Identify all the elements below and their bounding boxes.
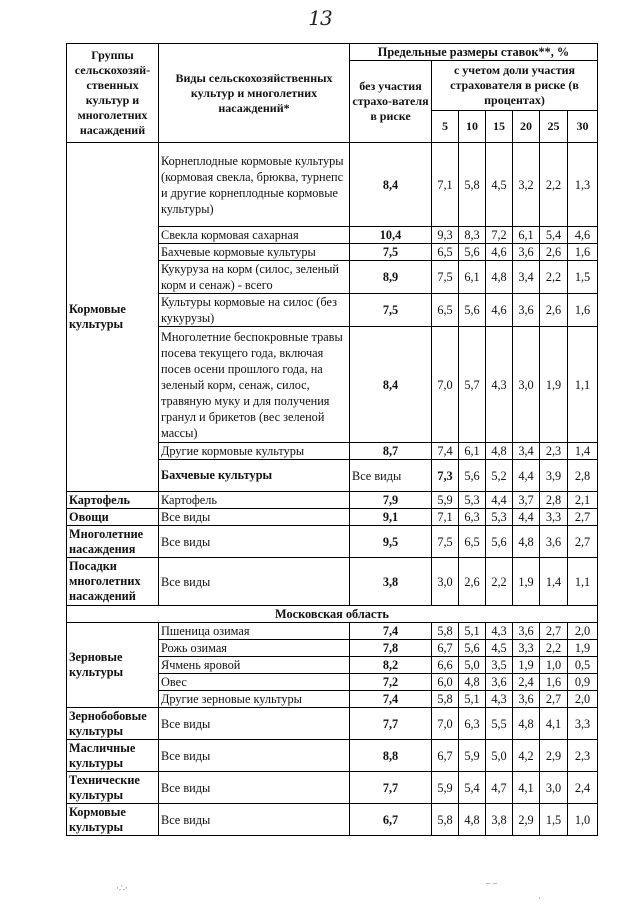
share-rate-cell: 2,6 xyxy=(540,294,568,327)
share-rate-cell: 5,9 xyxy=(432,772,459,804)
share-rate-cell: 3,3 xyxy=(568,708,598,740)
base-rate-cell: 7,5 xyxy=(350,294,432,327)
crop-cell: Свекла кормовая сахарная xyxy=(159,227,350,244)
share-rate-cell: 5,1 xyxy=(459,691,486,708)
share-rate-cell: 2,4 xyxy=(568,772,598,804)
table-row xyxy=(67,526,598,558)
base-rate-cell: 7,8 xyxy=(350,640,432,657)
share-rate-cell: 3,3 xyxy=(513,640,540,657)
header-pct-15: 15 xyxy=(486,111,513,143)
share-rate-cell: 2,7 xyxy=(540,623,568,640)
share-rate-cell: 5,6 xyxy=(459,640,486,657)
share-rate-cell: 4,8 xyxy=(459,674,486,691)
share-rate-cell: 0,9 xyxy=(568,674,598,691)
share-rate-cell: 5,4 xyxy=(540,227,568,244)
share-rate-cell: 2,9 xyxy=(540,740,568,772)
share-rate-cell: 7,1 xyxy=(432,509,459,526)
share-rate-cell: 6,5 xyxy=(432,244,459,261)
share-rate-cell: 2,8 xyxy=(568,460,598,492)
share-rate-cell: 4,7 xyxy=(486,772,513,804)
insurance-rates-table xyxy=(66,43,598,836)
share-rate-cell: 1,3 xyxy=(568,143,598,227)
crop-cell: Пшеница озимая xyxy=(159,623,350,640)
share-rate-cell: 4,6 xyxy=(568,227,598,244)
share-rate-cell: 1,4 xyxy=(540,558,568,606)
share-rate-cell: 1,9 xyxy=(568,640,598,657)
share-rate-cell: 1,5 xyxy=(568,261,598,294)
share-rate-cell: 6,1 xyxy=(459,261,486,294)
base-rate-cell: 8,2 xyxy=(350,657,432,674)
crop-cell: Все виды xyxy=(350,460,432,492)
crop-cell: Корнеплодные кормовые культуры (кормовая свекла, брюква, турнепс и другие корнеплодные кормовые культуры) xyxy=(159,143,350,227)
share-rate-cell: 1,6 xyxy=(568,294,598,327)
crop-cell: Все виды xyxy=(159,740,350,772)
base-rate-cell: 7,7 xyxy=(350,772,432,804)
share-rate-cell: 5,4 xyxy=(459,772,486,804)
header-pct-25: 25 xyxy=(540,111,568,143)
share-rate-cell: 5,8 xyxy=(432,623,459,640)
share-rate-cell: 4,8 xyxy=(459,804,486,836)
scan-mark-corner: · xyxy=(538,893,541,903)
region-row xyxy=(67,606,598,623)
table-row xyxy=(67,143,598,227)
share-rate-cell: 5,5 xyxy=(486,708,513,740)
share-rate-cell: 4,4 xyxy=(513,460,540,492)
share-rate-cell: 5,8 xyxy=(432,804,459,836)
share-rate-cell: 6,5 xyxy=(459,526,486,558)
group-cell: Овощи xyxy=(67,509,159,526)
table-row xyxy=(67,492,598,509)
share-rate-cell: 1,1 xyxy=(568,558,598,606)
crop-cell: Овес xyxy=(159,674,350,691)
share-rate-cell: 2,4 xyxy=(513,674,540,691)
share-rate-cell: 2,6 xyxy=(540,244,568,261)
share-rate-cell: 4,5 xyxy=(486,143,513,227)
share-rate-cell: 1,5 xyxy=(540,804,568,836)
table-row xyxy=(67,772,598,804)
crop-cell: Культуры кормовые на силос (без кукурузы) xyxy=(159,294,350,327)
share-rate-cell: 4,2 xyxy=(513,740,540,772)
group-cell: Посадки многолетних насаждений xyxy=(67,558,159,606)
share-rate-cell: 5,6 xyxy=(459,294,486,327)
share-rate-cell: 2,1 xyxy=(568,492,598,509)
share-rate-cell: 1,6 xyxy=(568,244,598,261)
share-rate-cell: 4,8 xyxy=(486,261,513,294)
share-rate-cell: 3,4 xyxy=(513,261,540,294)
share-rate-cell: 1,0 xyxy=(568,804,598,836)
share-rate-cell: 5,6 xyxy=(459,244,486,261)
crop-cell: Все виды xyxy=(159,509,350,526)
share-rate-cell: 2,7 xyxy=(568,526,598,558)
group-cell: Технические культуры xyxy=(67,772,159,804)
share-rate-cell: 4,6 xyxy=(486,244,513,261)
crop-cell: Другие зерновые культуры xyxy=(159,691,350,708)
share-rate-cell: 5,3 xyxy=(486,509,513,526)
share-rate-cell: 8,3 xyxy=(459,227,486,244)
base-rate-cell: 7,3 xyxy=(432,460,459,492)
share-rate-cell: 7,0 xyxy=(432,708,459,740)
header-limits: Предельные размеры ставок**, % xyxy=(350,44,598,61)
crop-cell: Другие кормовые культуры xyxy=(159,443,350,460)
share-rate-cell: 3,0 xyxy=(432,558,459,606)
share-rate-cell: 1,9 xyxy=(513,657,540,674)
share-rate-cell: 2,8 xyxy=(540,492,568,509)
share-rate-cell: 1,4 xyxy=(568,443,598,460)
share-rate-cell: 2,3 xyxy=(568,740,598,772)
share-rate-cell: 3,6 xyxy=(486,674,513,691)
table-row xyxy=(67,558,598,606)
share-rate-cell: 3,6 xyxy=(513,691,540,708)
header-pct-20: 20 xyxy=(513,111,540,143)
share-rate-cell: 5,0 xyxy=(486,740,513,772)
header-without-share: без участия страхо-вателя в риске xyxy=(350,61,432,143)
share-rate-cell: 4,3 xyxy=(486,623,513,640)
share-rate-cell: 2,6 xyxy=(459,558,486,606)
group-cell: Бахчевые культуры xyxy=(159,460,350,492)
crop-cell: Картофель xyxy=(159,492,350,509)
share-rate-cell: 2,0 xyxy=(568,691,598,708)
share-rate-cell: 2,3 xyxy=(540,443,568,460)
share-rate-cell: 7,1 xyxy=(432,143,459,227)
share-rate-cell: 5,3 xyxy=(459,492,486,509)
share-rate-cell: 7,0 xyxy=(432,327,459,443)
share-rate-cell: 3,4 xyxy=(513,443,540,460)
base-rate-cell: 7,4 xyxy=(350,691,432,708)
group-cell: Кормовые культуры xyxy=(67,804,159,836)
share-rate-cell: 6,3 xyxy=(459,708,486,740)
share-rate-cell: 6,6 xyxy=(432,657,459,674)
share-rate-cell: 3,3 xyxy=(540,509,568,526)
group-cell: Масличные культуры xyxy=(67,740,159,772)
base-rate-cell: 8,7 xyxy=(350,443,432,460)
share-rate-cell: 4,4 xyxy=(513,509,540,526)
share-rate-cell: 3,6 xyxy=(540,526,568,558)
base-rate-cell: 8,4 xyxy=(350,143,432,227)
share-rate-cell: 4,8 xyxy=(513,526,540,558)
table-header xyxy=(67,44,598,143)
group-cell: Многолетние насаждения xyxy=(67,526,159,558)
share-rate-cell: 2,2 xyxy=(486,558,513,606)
share-rate-cell: 4,4 xyxy=(486,492,513,509)
share-rate-cell: 3,6 xyxy=(513,244,540,261)
share-rate-cell: 1,9 xyxy=(540,327,568,443)
crop-cell: Все виды xyxy=(159,526,350,558)
base-rate-cell: 8,4 xyxy=(350,327,432,443)
crop-cell: Все виды xyxy=(159,558,350,606)
header-pct-30: 30 xyxy=(568,111,598,143)
share-rate-cell: 0,5 xyxy=(568,657,598,674)
base-rate-cell: 10,4 xyxy=(350,227,432,244)
crop-cell: Все виды xyxy=(159,804,350,836)
share-rate-cell: 2,2 xyxy=(540,143,568,227)
crop-cell: Ячмень яровой xyxy=(159,657,350,674)
table-row xyxy=(67,804,598,836)
share-rate-cell: 2,2 xyxy=(540,261,568,294)
crop-cell: Все виды xyxy=(159,772,350,804)
share-rate-cell: 9,3 xyxy=(432,227,459,244)
crop-cell: Рожь озимая xyxy=(159,640,350,657)
share-rate-cell: 2,2 xyxy=(540,640,568,657)
crop-cell: Все виды xyxy=(159,708,350,740)
base-rate-cell: 7,4 xyxy=(350,623,432,640)
share-rate-cell: 1,6 xyxy=(540,674,568,691)
header-pct-10: 10 xyxy=(459,111,486,143)
share-rate-cell: 1,0 xyxy=(540,657,568,674)
share-rate-cell: 3,8 xyxy=(486,804,513,836)
header-groups: Группы сельскохозяй-ственных культур и многолетних насаждений xyxy=(67,44,159,143)
table-body-section-a xyxy=(67,143,598,606)
share-rate-cell: 5,1 xyxy=(459,623,486,640)
share-rate-cell: 6,7 xyxy=(432,640,459,657)
share-rate-cell: 5,6 xyxy=(459,460,486,492)
share-rate-cell: 5,9 xyxy=(459,740,486,772)
header-kinds: Виды сельскохозяйственных культур и многолетних насаждений* xyxy=(159,44,350,143)
share-rate-cell: 6,1 xyxy=(459,443,486,460)
group-cell: Зернобобовые культуры xyxy=(67,708,159,740)
table-body-region xyxy=(67,606,598,623)
base-rate-cell: 7,5 xyxy=(350,244,432,261)
share-rate-cell: 3,6 xyxy=(513,294,540,327)
share-rate-cell: 3,7 xyxy=(513,492,540,509)
share-rate-cell: 6,3 xyxy=(459,509,486,526)
base-rate-cell: 7,2 xyxy=(350,674,432,691)
share-rate-cell: 4,5 xyxy=(486,640,513,657)
share-rate-cell: 5,6 xyxy=(486,526,513,558)
share-rate-cell: 7,4 xyxy=(432,443,459,460)
share-rate-cell: 2,7 xyxy=(540,691,568,708)
share-rate-cell: 1,1 xyxy=(568,327,598,443)
share-rate-cell: 5,0 xyxy=(459,657,486,674)
share-rate-cell: 4,8 xyxy=(486,443,513,460)
share-rate-cell: 5,8 xyxy=(432,691,459,708)
scan-mark-right: ‒ ‒ xyxy=(486,878,498,888)
table-row xyxy=(67,623,598,640)
share-rate-cell: 7,2 xyxy=(486,227,513,244)
share-rate-cell: 2,7 xyxy=(568,509,598,526)
base-rate-cell: 9,1 xyxy=(350,509,432,526)
base-rate-cell: 7,9 xyxy=(350,492,432,509)
table-row xyxy=(67,509,598,526)
share-rate-cell: 3,5 xyxy=(486,657,513,674)
share-rate-cell: 6,7 xyxy=(432,740,459,772)
share-rate-cell: 4,1 xyxy=(513,772,540,804)
share-rate-cell: 4,3 xyxy=(486,327,513,443)
share-rate-cell: 5,2 xyxy=(486,460,513,492)
crop-cell: Кукуруза на корм (силос, зеленый корм и сенаж) - всего xyxy=(159,261,350,294)
header-with-share: с учетом доли участия страхователя в риске (в процентах) xyxy=(432,61,598,111)
base-rate-cell: 8,9 xyxy=(350,261,432,294)
base-rate-cell: 6,7 xyxy=(350,804,432,836)
header-pct-5: 5 xyxy=(432,111,459,143)
share-rate-cell: 5,7 xyxy=(459,327,486,443)
share-rate-cell: 6,1 xyxy=(513,227,540,244)
crop-cell: Многолетние беспокровные травы посева текущего года, включая посев осени прошлого года, на зеленый корм, сенаж, силос, травяную муку и для получения гранул и брикетов (вес зеленой массы) xyxy=(159,327,350,443)
share-rate-cell: 7,5 xyxy=(432,526,459,558)
share-rate-cell: 3,0 xyxy=(540,772,568,804)
share-rate-cell: 6,0 xyxy=(432,674,459,691)
scan-mark-left: ·∴· xyxy=(116,883,128,893)
share-rate-cell: 2,0 xyxy=(568,623,598,640)
share-rate-cell: 4,8 xyxy=(513,708,540,740)
page-number: 13 xyxy=(308,6,332,30)
share-rate-cell: 1,9 xyxy=(513,558,540,606)
crop-cell: Бахчевые кормовые культуры xyxy=(159,244,350,261)
share-rate-cell: 7,5 xyxy=(432,261,459,294)
share-rate-cell: 3,6 xyxy=(513,623,540,640)
share-rate-cell: 5,9 xyxy=(432,492,459,509)
share-rate-cell: 3,2 xyxy=(513,143,540,227)
base-rate-cell: 7,7 xyxy=(350,708,432,740)
share-rate-cell: 3,0 xyxy=(513,327,540,443)
share-rate-cell: 4,3 xyxy=(486,691,513,708)
table-row xyxy=(67,708,598,740)
group-cell: Зерновые культуры xyxy=(67,623,159,708)
table-row xyxy=(67,740,598,772)
table-body-section-b xyxy=(67,623,598,836)
share-rate-cell: 4,1 xyxy=(540,708,568,740)
share-rate-cell: 4,6 xyxy=(486,294,513,327)
group-cell: Кормовые культуры xyxy=(67,143,159,492)
group-cell: Картофель xyxy=(67,492,159,509)
base-rate-cell: 3,8 xyxy=(350,558,432,606)
base-rate-cell: 8,8 xyxy=(350,740,432,772)
share-rate-cell: 5,8 xyxy=(459,143,486,227)
region-name: Московская область xyxy=(67,606,598,623)
share-rate-cell: 2,9 xyxy=(513,804,540,836)
base-rate-cell: 9,5 xyxy=(350,526,432,558)
share-rate-cell: 3,9 xyxy=(540,460,568,492)
share-rate-cell: 6,5 xyxy=(432,294,459,327)
